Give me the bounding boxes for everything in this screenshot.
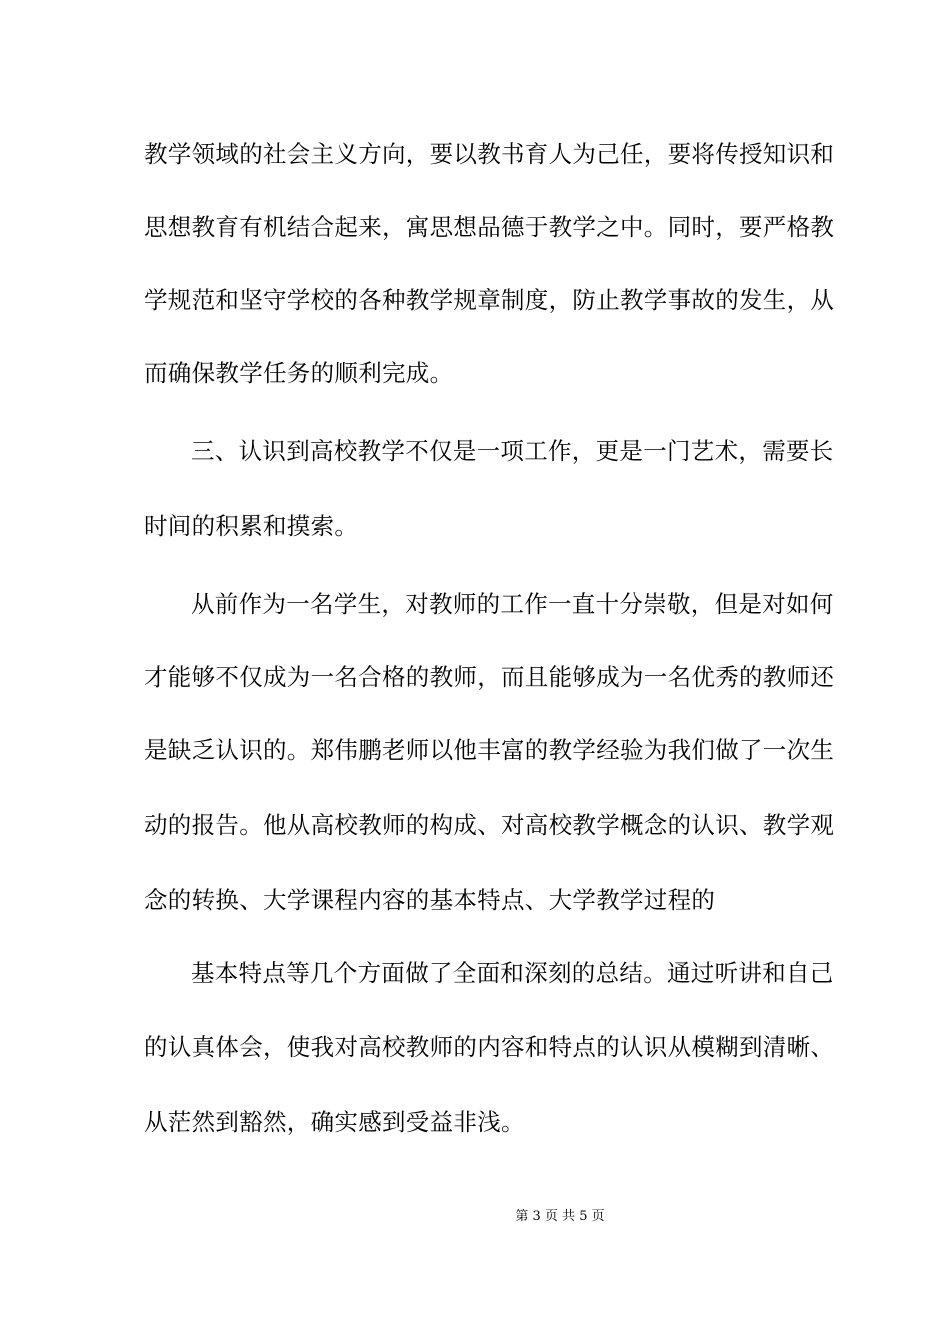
section-heading-line: 三、认识到高校教学不仅是一项工作，更是一门艺术，需要长 — [191, 437, 834, 465]
paragraph-line: 是缺乏认识的。郑伟鹏老师以他丰富的教学经验为我们做了一次生 — [144, 736, 835, 764]
paragraph-line: 学规范和坚守学校的各种教学规章制度，防止教学事故的发生，从 — [144, 286, 835, 314]
paragraph-line: 从茫然到豁然，确实感到受益非浅。 — [144, 1108, 525, 1136]
paragraph-line: 的认真体会，使我对高校教师的内容和特点的认识从模糊到清晰、 — [144, 1033, 835, 1061]
page-number: 第 3 页 共 5 页 — [515, 1209, 605, 1224]
paragraph-line: 念的转换、大学课程内容的基本特点、大学教学过程的 — [144, 886, 716, 914]
paragraph-line: 从前作为一名学生，对教师的工作一直十分崇敬，但是对如何 — [191, 590, 834, 618]
paragraph-line: 动的报告。他从高校教师的构成、对高校教学概念的认识、教学观 — [144, 811, 835, 839]
paragraph-line: 才能够不仅成为一名合格的教师，而且能够成为一名优秀的教师还 — [144, 663, 835, 691]
paragraph-line: 教学领域的社会主义方向，要以教书育人为己任，要将传授知识和 — [144, 140, 835, 168]
paragraph-line: 基本特点等几个方面做了全面和深刻的总结。通过听讲和自己 — [191, 959, 834, 987]
paragraph-line: 思想教育有机结合起来，寓思想品德于教学之中。同时，要严格教 — [144, 213, 835, 241]
paragraph-line: 而确保教学任务的顺利完成。 — [144, 359, 454, 387]
section-heading-line: 时间的积累和摸索。 — [144, 512, 359, 540]
